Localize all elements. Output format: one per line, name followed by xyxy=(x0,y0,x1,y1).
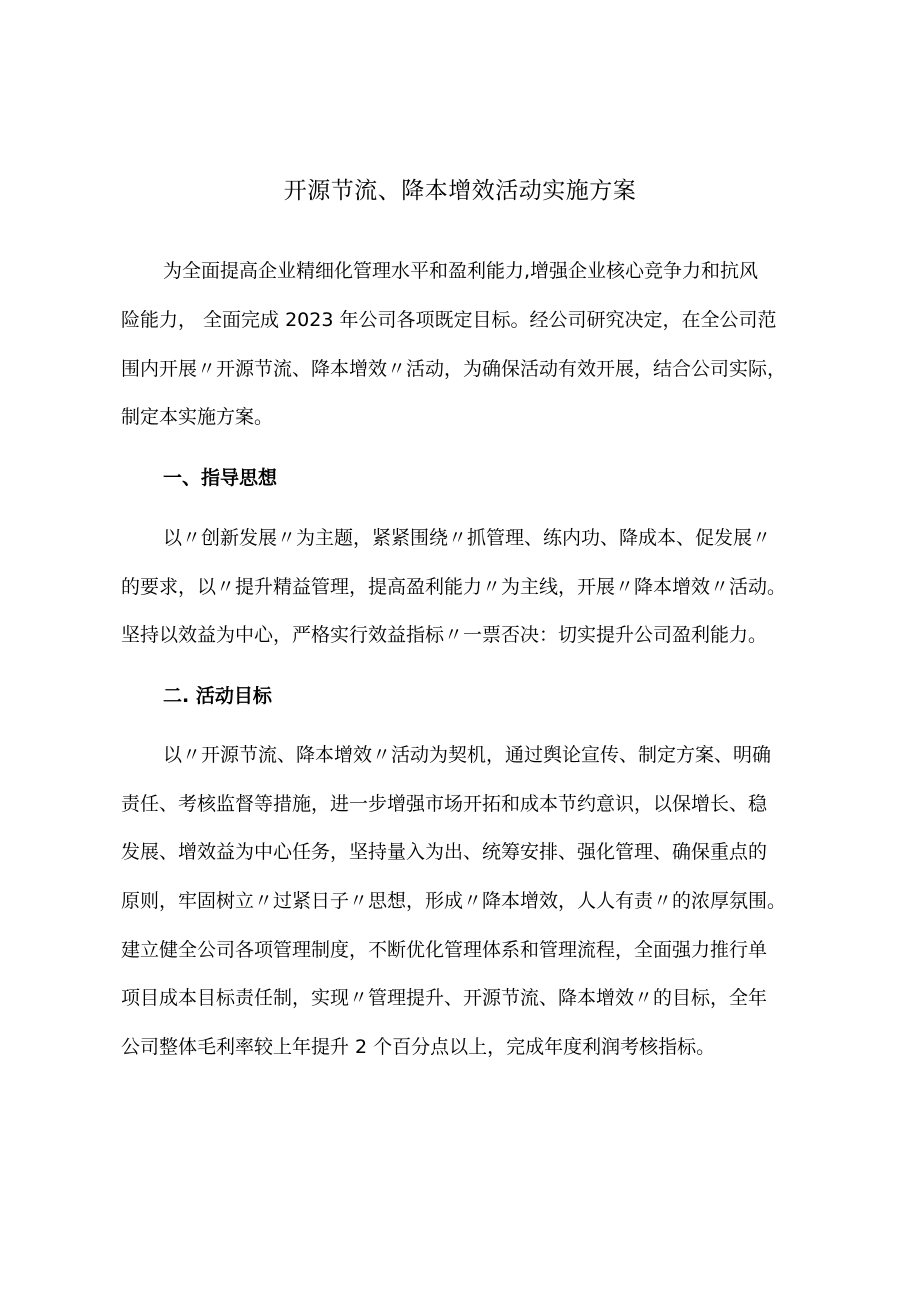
section1-line-3: 坚持以效益为中心，严格实行效益指标〃一票否决：切实提升公司盈利能力。 xyxy=(121,624,768,646)
intro-line-2: 险能力， 全面完成 2023 年公司各项既定目标。经公司研究决定，在全公司范 xyxy=(121,309,777,331)
document-title: 开源节流、降本增效活动实施方案 xyxy=(283,178,637,204)
section2-line-5: 建立健全公司各项管理制度，不断优化管理体系和管理流程，全面强力推行单 xyxy=(121,939,768,961)
section2-line-7: 公司整体毛利率较上年提升 2 个百分点以上，完成年度利润考核指标。 xyxy=(121,1036,716,1058)
section-heading-guiding-ideology: 一、指导思想 xyxy=(163,467,278,489)
section2-line-4: 原则，牢固树立〃过紧日子〃思想，形成〃降本增效，人人有责〃的浓厚氛围。 xyxy=(121,890,787,912)
intro-line-4: 制定本实施方案。 xyxy=(121,406,274,428)
section1-line-1: 以〃创新发展〃为主题，紧紧围绕〃抓管理、练内功、降成本、促发展〃 xyxy=(163,527,772,549)
section2-line-6: 项目成本目标责任制，实现〃管理提升、开源节流、降本增效〃的目标，全年 xyxy=(121,987,768,1009)
section2-line-1: 以〃开源节流、降本增效〃活动为契机，通过舆论宣传、制定方案、明确 xyxy=(163,744,772,766)
section1-line-2: 的要求，以〃提升精益管理，提高盈利能力〃为主线，开展〃降本增效〃活动。 xyxy=(121,576,787,598)
section2-line-3: 发展、增效益为中心任务，坚持量入为出、统筹安排、强化管理、确保重点的 xyxy=(121,841,768,863)
intro-line-3: 围内开展〃开源节流、降本增效〃活动，为确保活动有效开展，结合公司实际， xyxy=(121,358,787,380)
section-heading-activity-goals: 二. 活动目标 xyxy=(163,685,272,707)
intro-line-1: 为全面提高企业精细化管理水平和盈利能力,增强企业核心竞争力和抗风 xyxy=(163,260,759,282)
section2-line-2: 责任、考核监督等措施，进一步增强市场开拓和成本节约意识，以保增长、稳 xyxy=(121,793,768,815)
